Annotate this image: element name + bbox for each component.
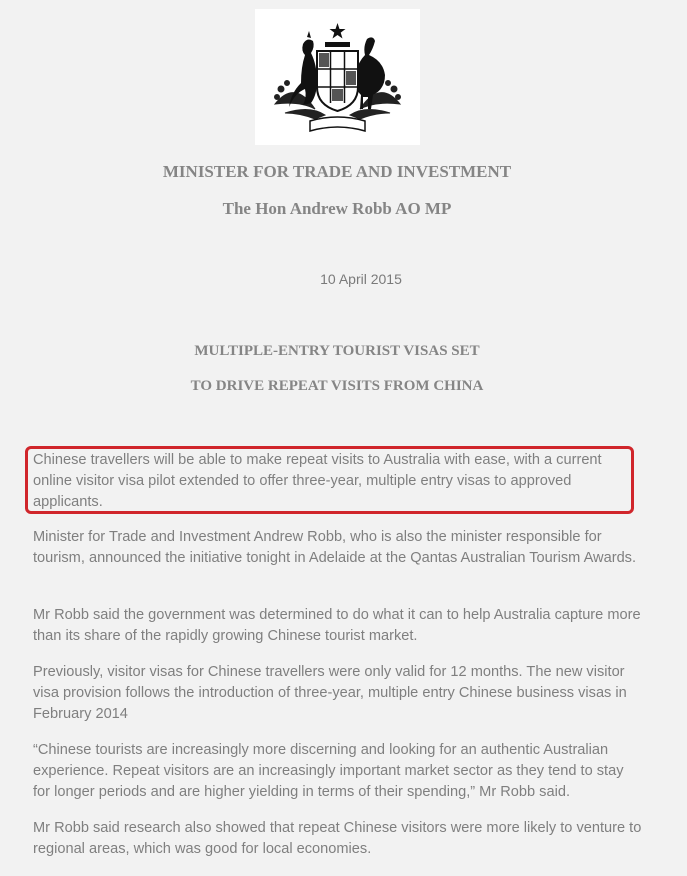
paragraph: Previously, visitor visas for Chinese travellers were only valid for 12 months. The new visitor visa provision follows the introduction of three-year, multiple entry Chinese business visas in February 2014: [33, 664, 627, 722]
paragraph: Mr Robb said research also showed that repeat Chinese visitors were more likely to venture to regional areas, which was good for local economies.: [33, 820, 642, 857]
coat-of-arms-logo: [255, 9, 420, 145]
headline-line-1: MULTIPLE-ENTRY TOURIST VISAS SET: [194, 343, 480, 359]
minister-name: The Hon Andrew Robb AO MP: [222, 199, 452, 218]
release-date: 10 April 2015: [320, 271, 402, 287]
paragraph: Mr Robb said the government was determined to do what it can to help Australia capture more than its share of the rapidly growing Chinese tourist market.: [33, 607, 641, 644]
headline-line-2: TO DRIVE REPEAT VISITS FROM CHINA: [190, 378, 484, 394]
minister-title: MINISTER FOR TRADE AND INVESTMENT: [162, 162, 512, 181]
paragraph-lead: Chinese travellers will be able to make repeat visits to Australia with ease, with a current online visitor visa pilot extended to offer three-year, multiple entry visas to approved applicants.: [33, 452, 602, 510]
coat-of-arms-icon: [255, 9, 420, 145]
paragraph-quote: “Chinese tourists are increasingly more discerning and looking for an authentic Australian experience. Repeat visitors are an increasingly important market sector as they tend to stay for longer periods and are higher yielding in terms of their spending,” Mr Robb said.: [33, 742, 624, 800]
paragraph: Minister for Trade and Investment Andrew Robb, who is also the minister responsible for tourism, announced the initiative tonight in Adelaide at the Qantas Australian Tourism Awards.: [33, 529, 637, 566]
